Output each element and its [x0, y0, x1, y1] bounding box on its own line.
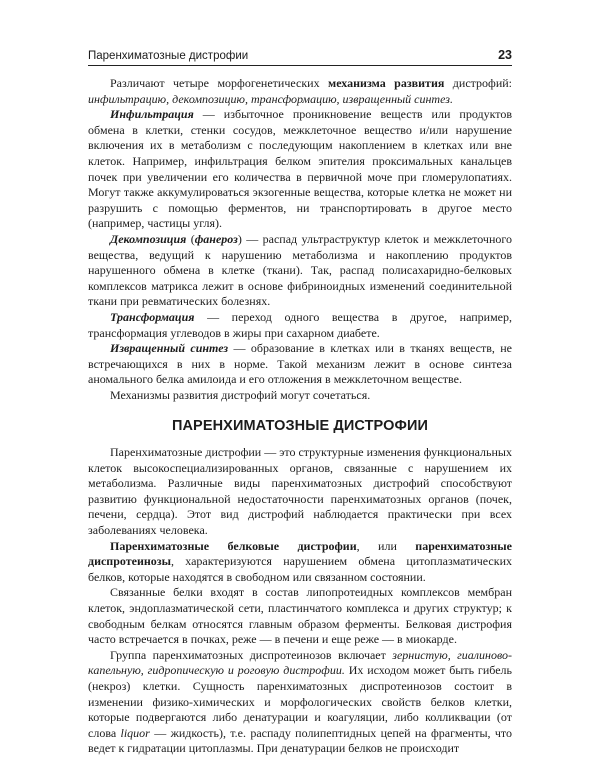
paragraph: [88, 76, 512, 107]
text-run: зернистую, гиалиново-капельную, гидропическую и роговую дистрофии.: [88, 647, 512, 678]
body-text: [88, 76, 512, 757]
text-run: Связанные белки входят в состав липопротеидных комплексов мембран клеток, эндоплазматической сети, пластинчатого комплекса и других структур; к свободным белкам относятся главным образом ферменты. Белковая дистрофия часто встречается в почках, реже — в печени и еще реже — в миокарде.: [88, 585, 512, 647]
text-run: Группа паренхиматозных диспротеинозов включает: [110, 647, 393, 662]
text-run: — жидкость), т.е. распаду полипептидных цепей на фрагменты, что ведет к гидратации цитоплазмы. При денатурации белков не происходит: [88, 725, 513, 756]
paragraph: [88, 232, 512, 310]
text-run: Их исходом может быть гибель (некроз) клетки. Сущность паренхиматозных диспротеинозов состоит в изменении физико-химических и морфологических свойств белков клетки, которые подвергаются либо денатурации и коагуляции, либо колликвации (от слова: [88, 663, 513, 740]
paragraph: [88, 388, 512, 404]
paragraph: [88, 445, 512, 539]
text-run: , характеризуются нарушением обмена цитоплазматических белков, которые находятся в свободном или связанном состоянии.: [88, 554, 512, 584]
paragraph: [88, 539, 512, 586]
text-run: , или: [356, 538, 416, 553]
running-header-title: Паренхиматозные дистрофии: [88, 50, 249, 62]
text-run: — переход одного вещества в другое, например, трансформация углеводов в жиры при сахарном диабете.: [88, 309, 512, 340]
text-run: инфильтрацию, декомпозицию, трансформацию, извращенный синтез.: [88, 91, 453, 106]
text-run: (: [186, 231, 195, 246]
text-run: паренхиматозные диспротеинозы: [88, 538, 512, 569]
text-run: Механизмы развития дистрофий могут сочетаться.: [110, 387, 371, 402]
text-run: Паренхиматозные белковые дистрофии: [110, 538, 357, 553]
running-header: [88, 46, 512, 66]
text-run: дистрофий:: [444, 76, 513, 90]
text-run: фанероз: [194, 231, 238, 246]
text-run: механизма развития: [328, 76, 445, 90]
text-run: Декомпозиция: [110, 231, 187, 246]
page-number: 23: [498, 48, 512, 62]
text-run: ) — распад ультраструктур клеток и межклеточного вещества, ведущий к нарушению метаболизма и накоплению продуктов нарушенного обмена в клетке (ткани). Так, распад полисахаридно-белковых комплексов матрикса лежит в основе фибриноидных изменений соединительной ткани при ревматических болезнях.: [88, 231, 512, 309]
paragraph: [88, 310, 512, 341]
text-run: — избыточное проникновение веществ или продуктов обмена в клетки, стенки сосудов, межклеточное вещество и/или нарушение включения их в метаболизм с последующим накоплением в клетках или вне клеток. Например, инфильтрация белком эпителия проксимальных канальцев почек при увеличении его количества в первичной моче при гломерулопатиях. Могут также аккумулироваться экзогенные вещества, которые клетка не может ни разрушить с помощью ферментов, ни транспортировать в другое место (например, частицы угля).: [88, 107, 512, 231]
text-run: Извращенный синтез: [110, 341, 229, 356]
text-run: Различают четыре морфогенетических: [110, 76, 329, 90]
paragraph: [88, 648, 512, 757]
section-heading: ПАРЕНХИМАТОЗНЫЕ ДИСТРОФИИ: [171, 418, 429, 435]
text-run: Трансформация: [110, 309, 195, 324]
parenchymal-section: [88, 445, 512, 757]
text-run: — образование в клетках или в тканях веществ, не встречающихся в них в норме. Такой механизм лежит в основе синтеза аномального белка амилоида и его отложения в межклеточном веществе.: [88, 341, 512, 387]
text-run: Паренхиматозные дистрофии — это структурные изменения функциональных клеток высокоспециализированных органов, связанные с нарушением их метаболизма. Различные виды паренхиматозных дистрофий способствуют развитию функциональной недостаточности паренхиматозных органов (почек, печени, сердца). Этот вид дистрофий наблюдается практически при всех заболеваниях человека.: [88, 445, 512, 538]
paragraph: [88, 341, 512, 388]
text-run: Инфильтрация: [110, 107, 194, 122]
paragraph: [88, 585, 512, 647]
text-run: liquor: [120, 725, 150, 740]
mechanisms-section: [88, 76, 512, 403]
paragraph: [88, 107, 512, 232]
